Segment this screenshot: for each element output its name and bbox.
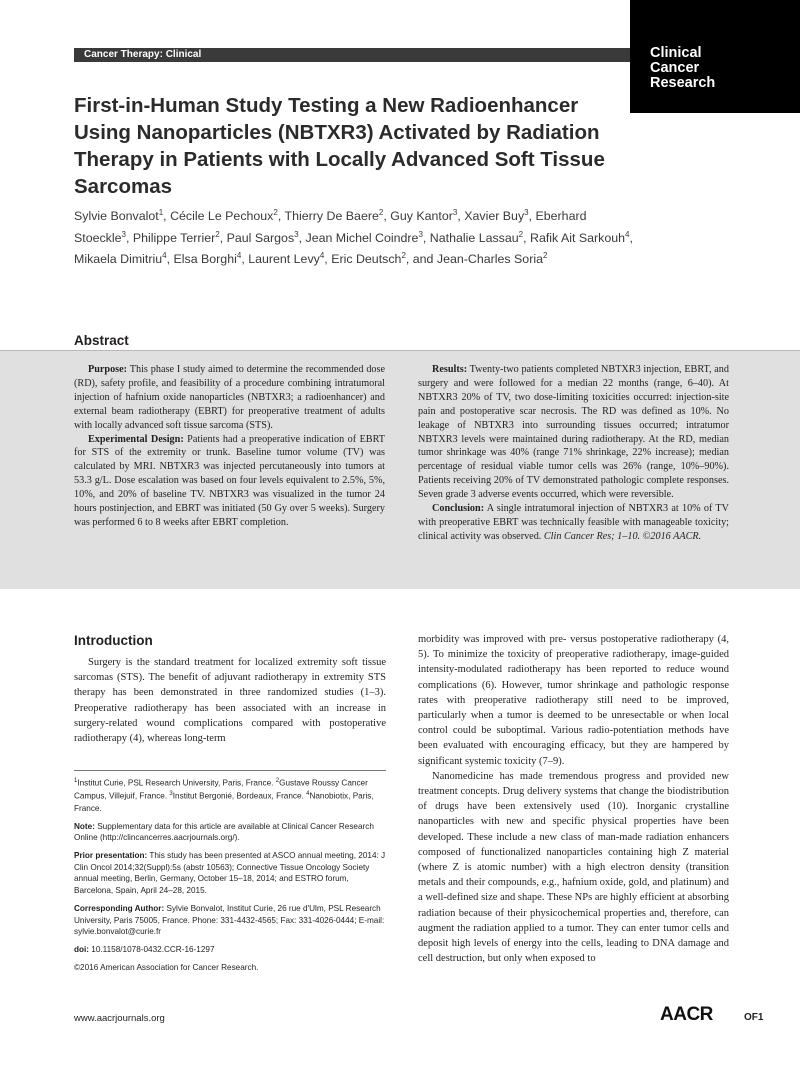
author-affiliation-mark: 4	[319, 251, 325, 261]
page-number: OF1	[744, 1012, 764, 1023]
abstract-conclusion: Conclusion: A single intratumoral injection of NBTXR3 at 10% of TV with preoperative EBRT was technically feasible with manageable toxicity; clinical activity was observed. Clin Cancer Res; 1–10. ©2016 AACR.	[418, 503, 729, 542]
affiliation-text: Institut Bergonié, Bordeaux, France.	[172, 792, 307, 802]
affiliation-number: 3	[169, 791, 173, 798]
author-name: Cécile Le Pechoux	[170, 209, 274, 224]
abstract-column-right	[418, 363, 729, 544]
footer-url: www.aacrjournals.org	[74, 1013, 165, 1024]
author-affiliation-mark: 2	[378, 208, 384, 217]
author-name: Sylvie Bonvalot	[74, 209, 159, 224]
footnote-doi: doi: 10.1158/1078-0432.CCR-16-1297	[74, 944, 215, 954]
affiliation-text: Institut Curie, PSL Research University, Paris, France.	[77, 778, 276, 788]
abstract-results: Results: Twenty-two patients completed NBTXR3 injection, EBRT, and surgery and were followed for a median 22 months (range, 6–40). At NBTXR3 20% of TV, two dose-limiting toxicities occurred: injection-site pain and postoperative scar necrosis. The RD was defined as 10%. No leakage of NBTXR3 into surrounding tissues occurred; intratumor NBTXR3 levels were maintained during radiotherapy. At the RD, median tumor shrinkage was 40% (range 71% shrinkage, 22% increase); median percentage of residual viable tumor cells was 26% (range, 10%–90%). Patients receiving 20% of TV demonstrated pathologic complete responses. Seven grade 3 adverse events occurred, which were reversible.	[418, 364, 729, 501]
abstract-panel	[0, 350, 800, 589]
abstract-purpose-label: Purpose:	[88, 364, 128, 375]
author-name: Rafik Ait Sarkouh	[530, 230, 626, 245]
author-affiliation-mark: 3	[452, 208, 458, 217]
author-affiliation-mark: 3	[294, 229, 299, 239]
author-name: Guy Kantor	[390, 209, 453, 224]
author-affiliation-mark: 3	[524, 208, 529, 217]
footnote-prior-presentation: Prior presentation: This study has been presented at ASCO annual meeting, 2014: J Clin Oncol 2014;32(Suppl):5s (abstr 10563); Connective Tissue Oncology Society annual meeting, Berlin, Germany, October 15–18, 2014; and ESTRO forum, Barcelona, Spain, April 24–28, 2015.	[74, 850, 386, 896]
author-name: Philippe Terrier	[132, 230, 216, 245]
author-name: Nathalie Lassau	[429, 230, 519, 245]
author-name: Elsa Borghi	[173, 252, 237, 267]
article-title: First-in-Human Study Testing a New Radioenhancer Using Nanoparticles (NBTXR3) Activated by Radiation Therapy in Patients with Locally Advanced Soft Tissue Sarcomas	[74, 94, 605, 198]
introduction-heading: Introduction	[74, 633, 153, 648]
journal-name-line: Clinical	[650, 45, 702, 61]
author-name: Paul Sargos	[226, 230, 295, 245]
author-name: Mikaela Dimitriu	[74, 252, 163, 267]
author-affiliation-mark: 3	[121, 229, 126, 239]
abstract-design-label: Experimental Design:	[88, 433, 184, 445]
abstract-results-label: Results:	[432, 364, 468, 375]
author-name: Thierry De Baere	[284, 209, 379, 224]
author-name: Jean-Charles Soria	[436, 252, 543, 267]
author-affiliation-mark: 2	[215, 229, 220, 239]
author-name: Jean Michel Coindre	[305, 230, 419, 245]
affiliation-number: 2	[275, 778, 280, 784]
journal-name-line: Research	[650, 75, 716, 91]
introduction-column-right	[418, 632, 729, 966]
journal-name-line: Cancer	[650, 60, 700, 76]
author-name: Eric Deutsch	[331, 252, 402, 267]
introduction-paragraph: Surgery is the standard treatment for localized extremity soft tissue sarcomas (STS). The benefit of adjuvant radiotherapy in extremity STS therapy has been demonstrated in three randomized studies (1–3). Preoperative radiotherapy has been associated with an increase in surgery-related wound complications compared with postoperative radiotherapy (4), whereas long-term	[74, 657, 386, 745]
affiliation-text: Nanobiotix, Paris, France.	[74, 792, 374, 813]
footnote-copyright: ©2016 American Association for Cancer Research.	[74, 962, 259, 972]
abstract-conclusion-label: Conclusion:	[432, 503, 485, 515]
author-affiliation-mark: 2	[401, 251, 406, 261]
author-affiliation-mark: 2	[273, 208, 278, 217]
abstract-citation: Clin Cancer Res; 1–10. ©2016 AACR.	[543, 530, 702, 542]
abstract-purpose: Purpose: This phase I study aimed to determine the recommended dose (RD), safety profile, and feasibility of a procedure combining intratumoral injection of hafnium oxide nanoparticles (NBTXR3; a radioenhancer) and external beam radiotherapy (EBRT) for preoperative treatment of adults with locally advanced soft tissue sarcoma (STS).	[74, 364, 385, 431]
author-affiliation-mark: 1	[158, 208, 164, 217]
author-affiliation-mark: 4	[236, 251, 242, 261]
author-name: Eberhard Stoeckle	[74, 209, 587, 245]
author-affiliation-mark: 2	[518, 229, 524, 239]
author-list: Sylvie Bonvalot$^1$, Cécile Le Pechoux$^2$, Thierry De Baere$^2$, Guy Kantor$^3$, Xavier Buy$^3$, Eberhard Stoeckle$^3$, Philippe Terrier$^2$, Paul Sargos$^3$, Jean Michel Coindre$^3$, Nathalie Lassau$^2$, Rafik Ait Sarkouh$^4$, Mikaela Dimitriu$^4$, Elsa Borghi$^4$, Laurent Levy$^4$, Eric Deutsch$^2$, and Jean-Charles Soria$^2$	[74, 208, 633, 267]
introduction-paragraph: morbidity was improved with pre- versus postoperative radiotherapy (4, 5). To minimize the toxicity of preoperative radiotherapy, image-guided intensity-modulated radiotherapy has been reported to reduce wound complications (6). However, tumor shrinkage and pathologic response rates with preoperative radiotherapy still need to be improved, particularly when a tumor is deemed to be unresectable or when local control could be suboptimal. Various radio-potentiation methods have been evaluated with encouraging efficacy, but they are hampered by significant systemic toxicity (7–9).	[418, 634, 729, 767]
section-label: Cancer Therapy: Clinical	[74, 48, 630, 62]
affiliation-number: 4	[306, 791, 310, 798]
author-affiliation-mark: 4	[625, 229, 630, 239]
abstract-design: Experimental Design: Patients had a preoperative indication of EBRT for STS of the extremity or trunk. Baseline tumor volume (TV) was calculated by MRI. NBTXR3 was injected percutaneously into tumors at 53.3 g/L. Dose escalation was based on four levels equivalent to 2.5%, 5%, 10%, and 20% of baseline TV. NBTXR3 was visualized in the tumor 24 hours postinjection, and EBRT was initiated (50 Gy over 5 weeks). Surgery was performed 6 to 8 weeks after EBRT completion.	[74, 433, 386, 528]
affiliation-number: 1	[74, 778, 78, 784]
author-affiliation-mark: 3	[418, 229, 423, 239]
author-affiliation-mark: 4	[162, 251, 167, 261]
author-name: Laurent Levy	[248, 252, 320, 267]
abstract-heading: Abstract	[74, 333, 129, 348]
footnote-corresponding-author: Corresponding Author: Sylvie Bonvalot, Institut Curie, 26 rue d'Ulm, PSL Research University, Paris 75005, France. Phone: 331-4432-4565; Fax: 331-4026-0444; E-mail: sylvie.bonvalot@curie.fr	[74, 903, 385, 937]
affiliations	[74, 776, 386, 815]
aacr-logo: AACR	[660, 1004, 713, 1025]
journal-logo	[630, 0, 800, 113]
introduction-paragraph: Nanomedicine has made tremendous progress and provided new treatment concepts. Drug delivery systems that change the biodistribution of drugs have been extensively used (10). Inorganic crystalline nanoparticles with new and specific physical properties have been developed. These include a new class of man-made radiation enhancers composed of functionalized nanoparticles containing high Z material (where Z is atomic number) with a high electron density (transition metals and their compounds, e.g., hafnium oxide, gold, and platinum) and a well-defined size and shape. These NPs are highly efficient at absorbing radiation because of their physicochemical properties and, therefore, can augment the radiation applied to a tumor. They can enter tumor cells and deposit high levels of energy into the cells, leading to DNA damage and cell destruction, but only when exposed to	[418, 770, 729, 965]
author-name: Xavier Buy	[464, 209, 525, 224]
abstract-column-left	[74, 363, 385, 530]
footnotes	[74, 770, 386, 979]
author-affiliation-mark: 2	[542, 251, 548, 261]
footnote-note: Note: Supplementary data for this article are available at Clinical Cancer Research Online (http://clincancerres.aacrjournals.org/).	[74, 821, 374, 843]
affiliation-text: Gustave Roussy Cancer Campus, Villejuif, France.	[74, 778, 368, 802]
